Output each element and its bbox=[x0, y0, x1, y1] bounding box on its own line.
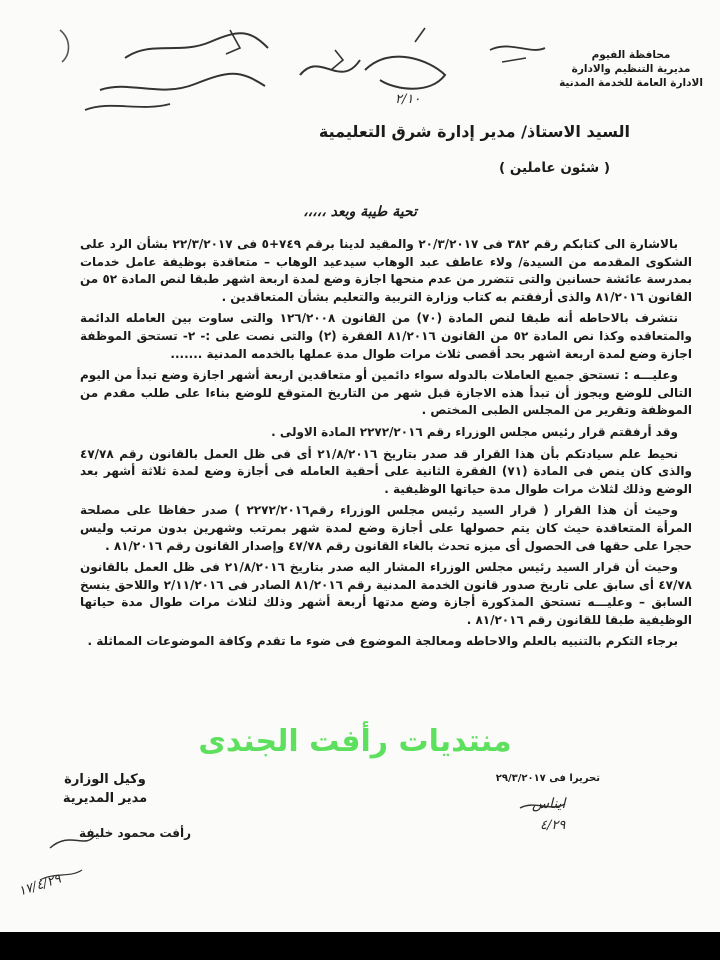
letter-body bbox=[80, 236, 692, 655]
paragraph: وحيث أن هذا القرار ( قرار السيد رئيس مجلس الوزراء رقم٢٢٧٢/٢٠١٦ ) صدر حفاظا على مصلحة المرأة المتعاقدة حيث كان يتم حصولها على أجازة وضع لمدة شهر بمرتب وشهرين بدون مرتب وليس حجرا على حقها فى الحصول أى ميزه تحدث بالغاء القانون رقم ٤٧/٧٨ وإصدار القانون رقم ٨١/٢٠١٦ . bbox=[80, 503, 692, 553]
handwritten-margin-date: ١٧/٤/٢٩ bbox=[16, 871, 63, 900]
subject-line: ( شئون عاملين ) bbox=[498, 160, 610, 176]
handwritten-top-date: ٢/١٠ bbox=[395, 92, 421, 107]
paragraph: نحيط علم سيادتكم بأن هذا القرار قد صدر بتاريخ ٢١/٨/٢٠١٦ أى فى ظل العمل بالقانون رقم ٤٧/٧٨ والذى كان ينص فى المادة (٧١) الفقرة الثانية على أحقية العامله فى أجازة وضع لمدة ثلاثة أشهر بعد الوضع وذلك لثلاث مرات طوال مدة حياتها الوظيفية . bbox=[80, 446, 692, 496]
paragraph: وقد أرفقتم قرار رئيس مجلس الوزراء رقم ٢٢٧٢/٢٠١٦ المادة الاولى . bbox=[271, 424, 678, 439]
forum-watermark: منتديات رأفت الجندى bbox=[198, 724, 512, 759]
paragraph: برجاء التكرم بالتنبيه بالعلم والاحاطه ومعالجة الموضوع فى ضوء ما تقدم وكافة الموضوعات المماثلة . bbox=[87, 634, 678, 649]
governorate-name: محافظة الفيوم bbox=[591, 49, 671, 61]
signature-title-2: مدير المديرية bbox=[62, 791, 148, 806]
directorate-name: مديرية التنظيم والادارة bbox=[571, 63, 691, 75]
paragraph: وعليـــه : تستحق جميع العاملات بالدوله سواء دائمين أو متعاقدين اربعة أشهر اجازة وضع تبدأ من اليوم التالى للوضع ويجوز أن تبدأ هذه الاجازة قبل شهر من التاريخ المتوقع للوضع بناءا على طلب مقدم من الموظفة وتقرير من المجلس الطبى المختص . bbox=[80, 368, 692, 418]
signature-title-1: وكيل الوزارة bbox=[64, 772, 146, 787]
paragraph: بالاشارة الى كتابكم رقم ٣٨٢ فى ٢٠/٣/٢٠١٧ والمقيد لدينا برقم ٧٤٩+٥ فى ٢٢/٣/٢٠١٧ بشأن الرد على الشكوى المقدمه من السيدة/ ولاء عاطف عبد الوهاب سيدعيد الوهاب – متعاقدة بوظيفة عامل خدمات بمدرسة عائشة حسانين والتى تتضرر من عدم منحها اجازة وضع لمدة اربعة اشهر طبقا لنص المادة ٥٢ من القانون ٨١/٢٠١٦ والذى أرفقتم به كتاب وزارة التربية والتعليم بشأن المتعاقدين . bbox=[80, 237, 693, 304]
department-name: الادارة العامة للخدمة المدنية bbox=[559, 77, 703, 89]
handwritten-side-date: ٤/٢٩ bbox=[540, 818, 566, 833]
signature-block bbox=[30, 770, 180, 808]
greeting: تحية طيبة وبعد ،،،،، bbox=[303, 204, 417, 220]
scan-bottom-border bbox=[0, 932, 720, 960]
issue-date: تحريرا فى ٢٩/٣/٢٠١٧ bbox=[495, 773, 600, 784]
paragraph: وحيث أن قرار السيد رئيس مجلس الوزراء المشار اليه صدر بتاريخ ٢١/٨/٢٠١٦ فى ظل العمل بالقانون ٤٧/٧٨ أى سابق على تاريخ صدور قانون الخدمة المدنية رقم ٨١/٢٠١٦ الصادر فى ٢/١١/٢٠١٦ واللاحق ينسخ السابق – وعليـــه تستحق المذكورة أجازة وضع مدتها أربعة أشهر وذلك لثلاث مرات طوال مدة حياتها الوظيفية طبقا للقانون رقم ٨١/٢٠١٦ . bbox=[80, 560, 692, 627]
letterhead bbox=[556, 48, 706, 90]
handwritten-side-note: ايناس bbox=[532, 796, 566, 812]
addressee: السيد الاستاذ/ مدير إدارة شرق التعليمية bbox=[318, 122, 630, 141]
paragraph: نتشرف بالاحاطه أنه طبقا لنص المادة (٧٠) من القانون ١٢٦/٢٠٠٨ والتى ساوت بين العامله الدائمة والمتعاقده وكذا نص المادة ٥٢ من القانون ٨١/٢٠١٦ الفقرة (٢) والتى نصت على :- ٢- تستحق الموظفة اجازة وضع لمدة اربعة اشهر بحد أقصى ثلاث مرات طوال مدة عملها بالخدمه المدنية ....... bbox=[80, 311, 692, 361]
signatory-name: رأفت محمود خليفة bbox=[78, 826, 192, 840]
